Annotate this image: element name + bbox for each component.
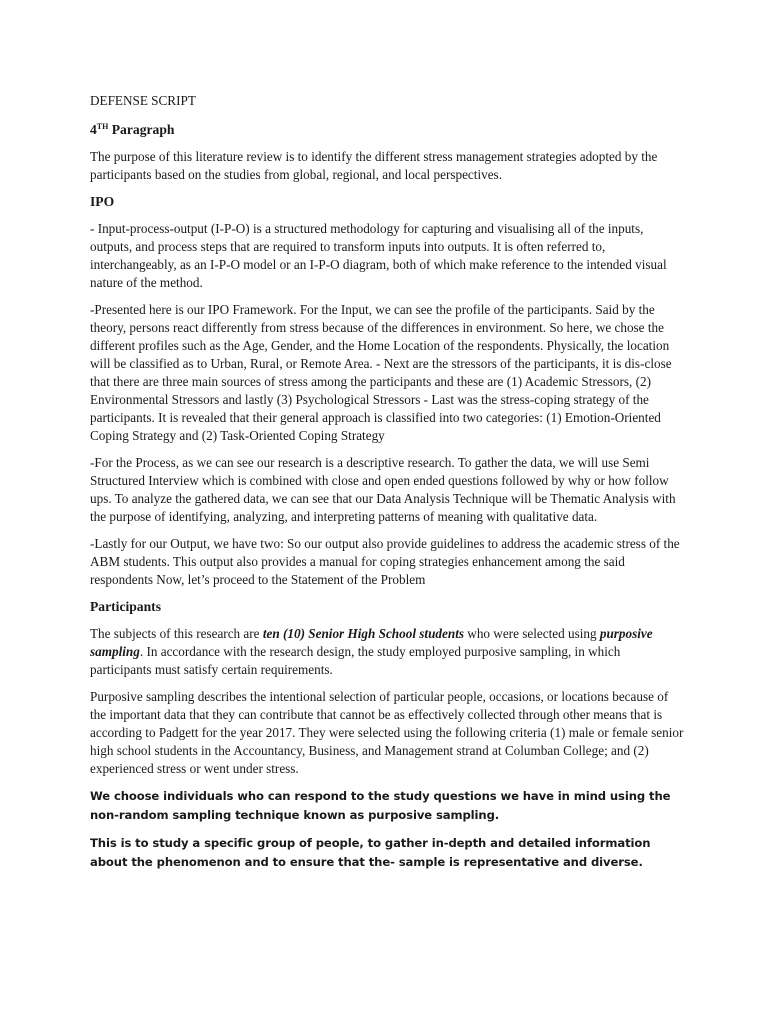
heading-participants: Participants [90, 599, 161, 614]
paragraph-literature-review-purpose: The purpose of this literature review is to identify the different stress management strategies adopted by the participants based on the studies from global, regional, and local perspectives. [90, 149, 658, 182]
participants-text-b: who were selected using [464, 626, 600, 641]
document-body [90, 92, 684, 881]
paragraph-ipo-process: -For the Process, as we can see our research is a descriptive research. To gather the data, we will use Semi Structured Interview which is combined with close and open ended questions followed by why or how follow ups. To analyze the gathered data, we can see that our Data Analysis Technique will be Thematic Analysis with the purpose of identifying, analyzing, and interpreting patterns of meaning with qualitative data. [90, 455, 676, 524]
participants-text-c: . In accordance with the research design, the study employed purposive sampling, in which participants must satisfy certain requirements. [90, 644, 621, 677]
paragraph-purposive-sampling-definition: Purposive sampling describes the intentional selection of particular people, occasions, or locations because of the important data that they can contribute that cannot be as effectively collected through other means that is according to Padgett for the year 2017. They were selected using the following criteria (1) male or female senior high school students in the Accountancy, Business, and Management strand at Columban College; and (2) experienced stress or went under stress. [90, 689, 684, 776]
heading-ipo: IPO [90, 194, 115, 209]
participants-bold-purposive-sampling: purposive sampling [90, 626, 653, 659]
participants-bold-students: ten (10) Senior High School students [262, 626, 464, 641]
paragraph-participants-subjects [90, 625, 684, 679]
paragraph-ipo-definition: - Input-process-output (I-P-O) is a structured methodology for capturing and visualising all of the inputs, outputs, and process steps that are required to transform inputs into outputs. It is often referred to, interchangeably, as an I-P-O model or an I-P-O diagram, both of which make reference to the intended visual nature of the method. [90, 221, 667, 290]
participants-text-a: The subjects of this research are [90, 626, 263, 641]
paragraph-ipo-output: -Lastly for our Output, we have two: So our output also provide guidelines to address the academic stress of the ABM students. This output also provides a manual for coping strategies enhancement among the said respondents Now, let’s proceed to the Statement of the Problem [90, 536, 680, 587]
paragraph-study-specific-group: This is to study a specific group of people, to gather in-depth and detailed information about the phenomenon and to ensure that the- sample is representative and diverse. [90, 836, 651, 869]
paragraph-choose-individuals: We choose individuals who can respond to the study questions we have in mind using the non-random sampling technique known as purposive sampling. [90, 789, 671, 822]
heading-4th-suffix: Paragraph [108, 122, 175, 137]
paragraph-ipo-input: -Presented here is our IPO Framework. For the Input, we can see the profile of the participants. Said by the theory, persons react differently from stress because of the differences in environment. So here, we chose the different profiles such as the Age, Gender, and the Home Location of the respondents. Physically, the location will be classified as to Urban, Rural, or Remote Area. - Next are the stressors of the participants, it is dis-close that there are three main sources of stress among the participants and these are (1) Academic Stressors, (2) Environmental Stressors and lastly (3) Psychological Stressors - Last was the stress-coping strategy of the participants. It is revealed that their general approach is classified into two categories: (1) Emotion-Oriented Coping Strategy and (2) Task-Oriented Coping Strategy [90, 302, 672, 443]
heading-4th-prefix: 4 [90, 122, 97, 137]
document-title: DEFENSE SCRIPT [90, 93, 196, 108]
heading-4th-superscript: TH [96, 122, 109, 131]
heading-4th-paragraph [90, 118, 684, 139]
